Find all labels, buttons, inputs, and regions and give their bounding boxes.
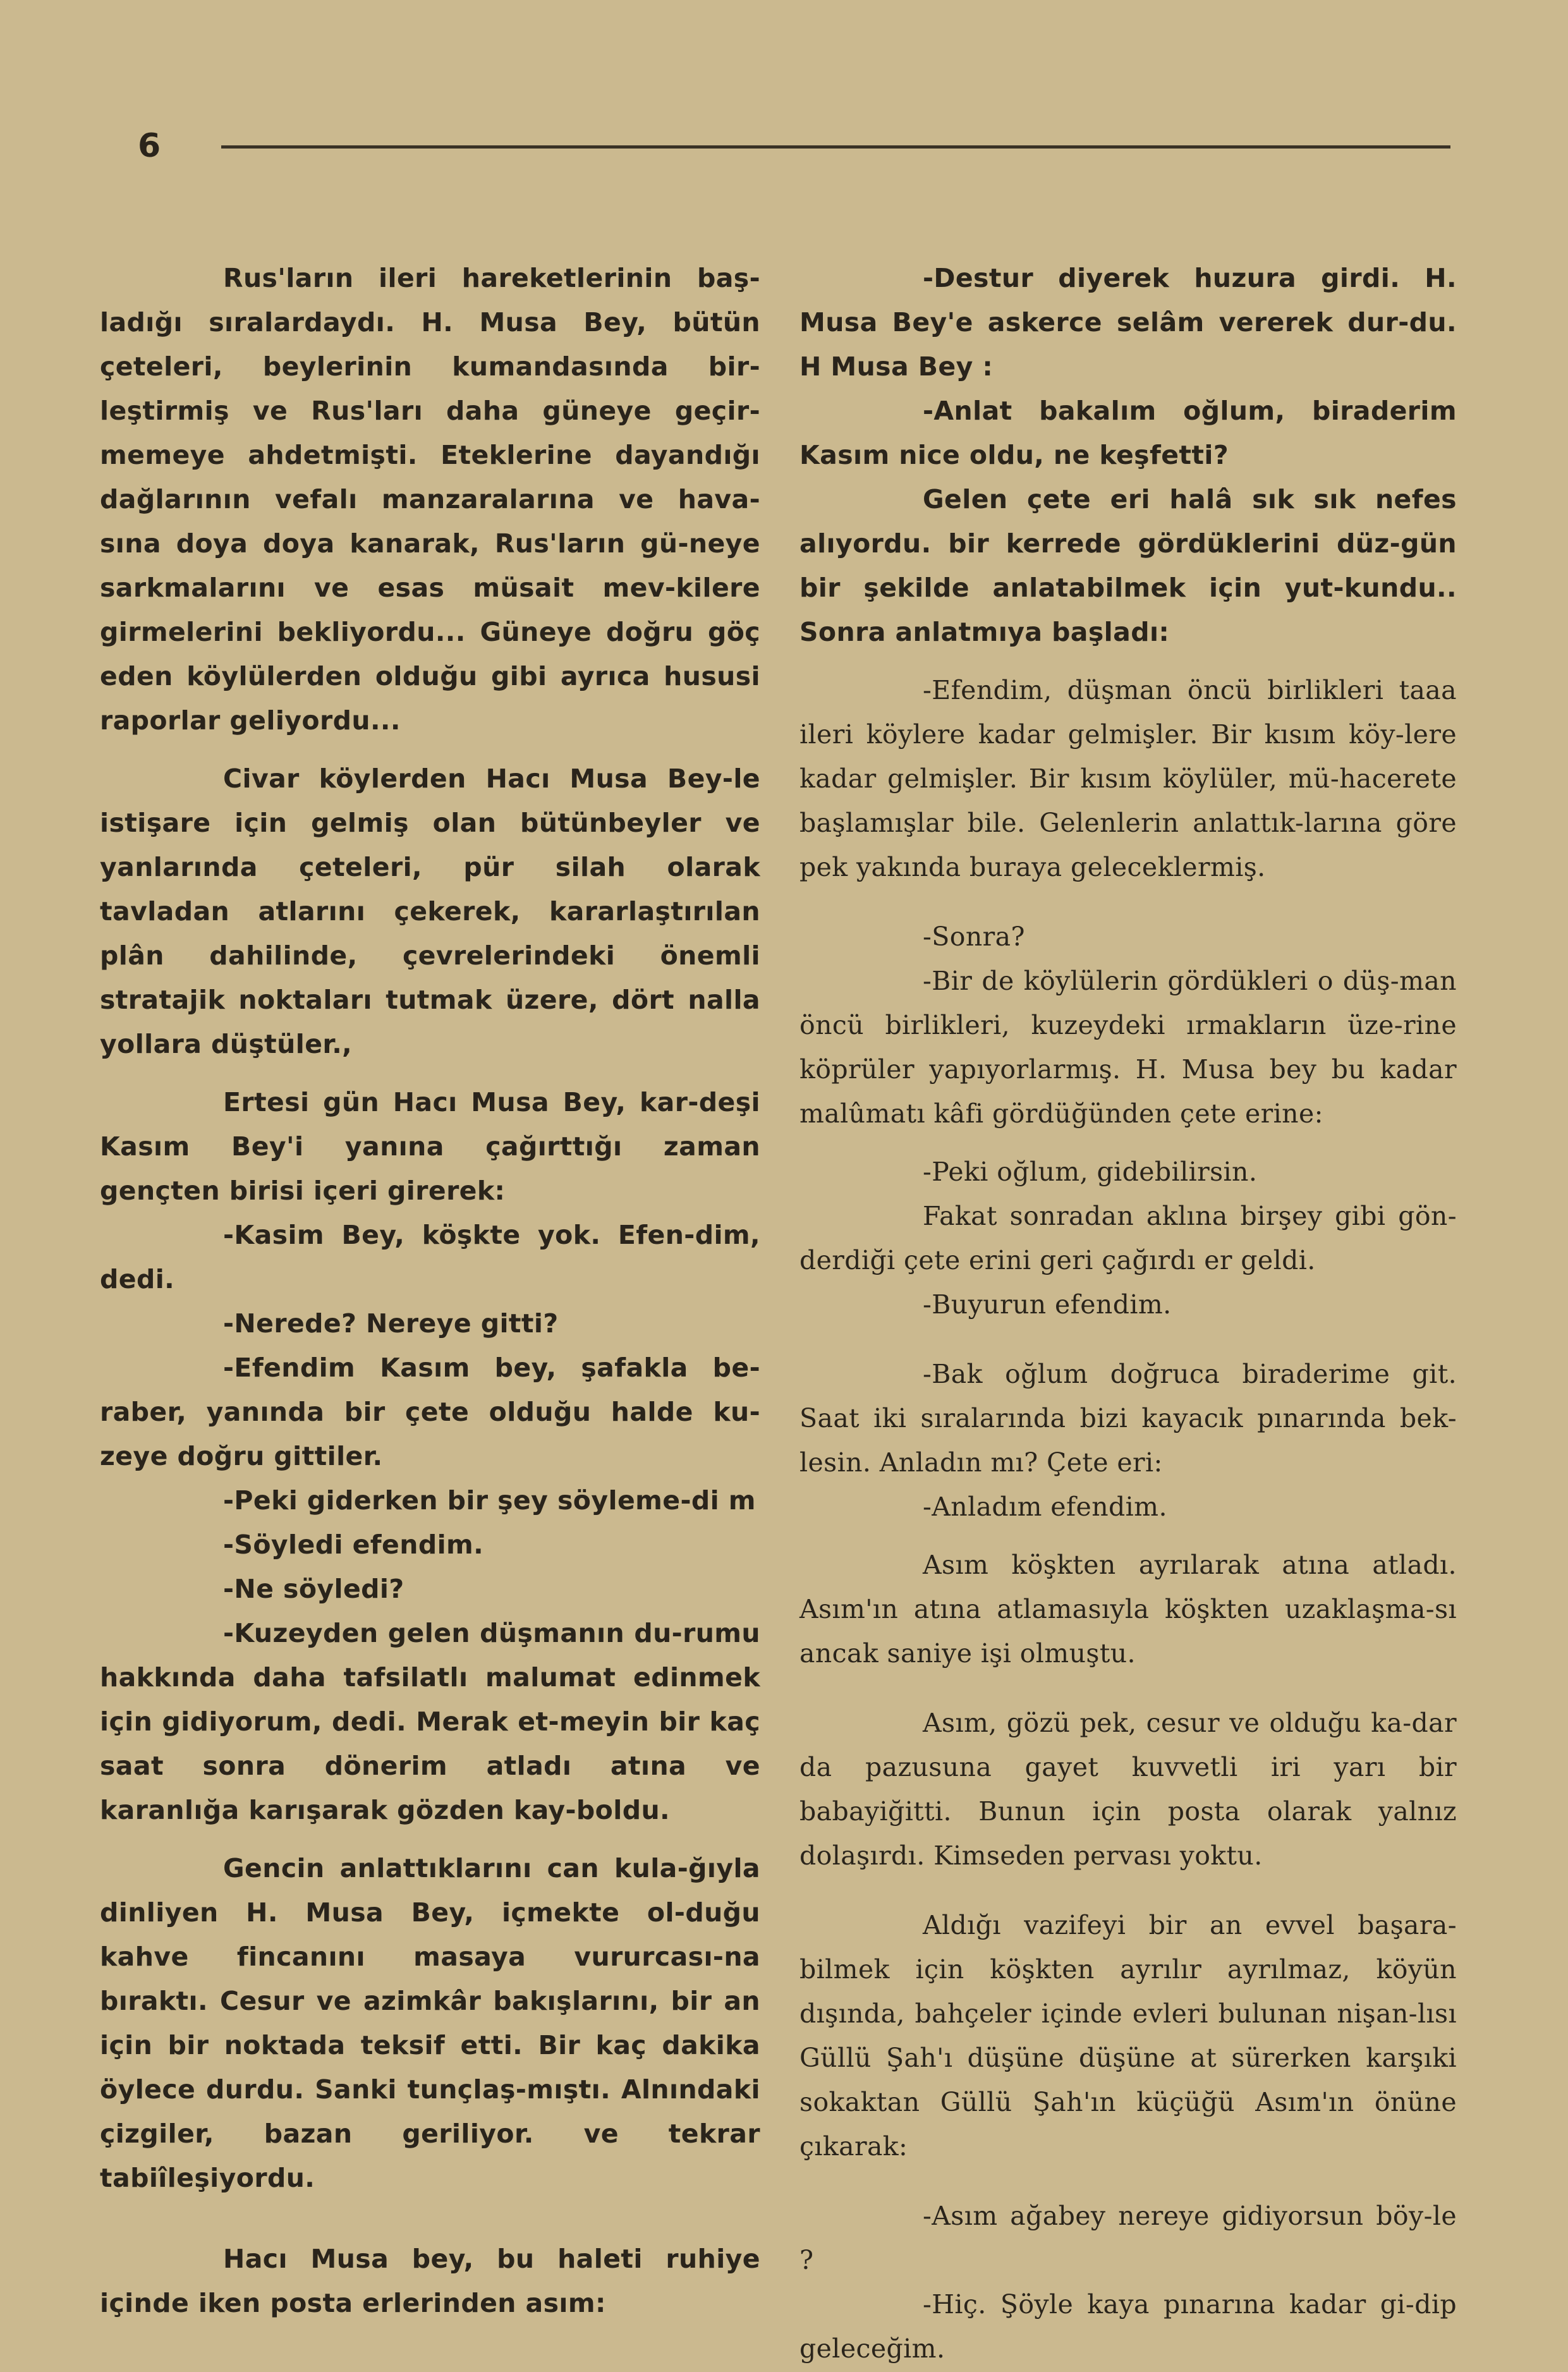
paragraph: -Ne söyledi? <box>223 1574 404 1604</box>
paragraph: -Efendim Kasım bey, şafakla be-raber, yanında bir çete olduğu halde ku-zeye doğru gittiler. <box>100 1353 760 1471</box>
paragraph: -Anladım efendim. <box>923 1492 1167 1522</box>
page-number: 6 <box>138 127 161 165</box>
left-column <box>100 256 760 2325</box>
paragraph: -Anlat bakalım oğlum, biraderim Kasım nice oldu, ne keşfetti? <box>799 396 1457 470</box>
paragraph: -Söyledi efendim. <box>223 1530 484 1560</box>
paragraph: Ertesi gün Hacı Musa Bey, kar-deşi Kasım Bey'i yanına çağırttığı zaman gençten birisi içeri girerek: <box>100 1087 760 1206</box>
paragraph: -Efendim, düşman öncü birlikleri taaa ileri köylere kadar gelmişler. Bir kısım köy-lere kadar gelmişler. Bir kısım köylüler, mü-hacerete başlamışlar bile. Gelenlerin anlattık-larına göre pek yakında buraya geleceklermiş. <box>799 675 1457 882</box>
paragraph: Fakat sonradan aklına birşey gibi gön-derdiği çete erini geri çağırdı er geldi. <box>799 1201 1457 1275</box>
paragraph: -Kuzeyden gelen düşmanın du-rumu hakkında daha tafsilatlı malumat edinmek için gidiyorum, dedi. Merak et-meyin bir kaç saat sonra dönerim atladı atına ve karanlığa karışarak gözden kay-boldu. <box>100 1618 760 1825</box>
paragraph: -Kasim Bey, köşkte yok. Efen-dim, dedi. <box>100 1220 760 1294</box>
paragraph: -Buyurun efendim. <box>923 1289 1172 1320</box>
paragraph: -Hiç. Şöyle kaya pınarına kadar gi-dip geleceğim. <box>799 2289 1457 2364</box>
paragraph: -Bir de köylülerin gördükleri o düş-man öncü birlikleri, kuzeydeki ırmakların üze-rine köprüler yapıyorlarmış. H. Musa bey bu kadar malûmatı kâfi gördüğünden çete erine: <box>799 966 1457 1129</box>
paragraph: -Sonra? <box>923 921 1025 952</box>
paragraph: Hacı Musa bey, bu haleti ruhiye içinde iken posta erlerinden asım: <box>100 2244 760 2318</box>
right-column <box>799 256 1457 2371</box>
paragraph: Asım, gözü pek, cesur ve olduğu ka-dar da pazusuna gayet kuvvetli iri yarı bir babayiğitti. Bunun için posta olarak yalnız dolaşırdı. Kimseden pervası yoktu. <box>799 1708 1457 1871</box>
header-rule <box>221 145 1450 149</box>
paragraph: Rus'ların ileri hareketlerinin baş-ladığı sıralardaydı. H. Musa Bey, bütün çeteleri, beylerinin kumandasında bir-leştirmiş ve Rus'ları daha güneye geçir-memeye ahdetmişti. Eteklerine dayandığı dağlarının vefalı manzaralarına ve hava-sına doya doya kanarak, Rus'ların gü-neye sarkmalarını ve esas müsait mev-kilere girmelerini bekliyordu... Güneye doğru göç eden köylülerden olduğu gibi ayrıca hususi raporlar geliyordu... <box>100 263 760 736</box>
paragraph: Gencin anlattıklarını can kula-ğıyla dinliyen H. Musa Bey, içmekte ol-duğu kahve fincanını masaya vururcası-na bıraktı. Cesur ve azimkâr bakışlarını, bir an için bir noktada teksif etti. Bir kaç dakika öylece durdu. Sanki tunçlaş-mıştı. Alnındaki çizgiler, bazan geriliyor. ve tekrar tabiîleşiyordu. <box>100 1853 760 2193</box>
paragraph: -Nerede? Nereye gitti? <box>223 1308 559 1339</box>
paragraph: -Bak oğlum doğruca biraderime git. Saat iki sıralarında bizi kayacık pınarında bek-lesin. Anladın mı? Çete eri: <box>799 1359 1457 1478</box>
paragraph: -Peki giderken bir şey söyleme-di m <box>223 1485 756 1516</box>
paragraph: -Asım ağabey nereye gidiyorsun böy-le ? <box>799 2201 1457 2275</box>
paragraph: Asım köşkten ayrılarak atına atladı. Asım'ın atına atlamasıyla köşkten uzaklaşma-sı ancak saniye işi olmuştu. <box>799 1550 1457 1669</box>
paragraph: -Peki oğlum, gidebilirsin. <box>923 1157 1258 1187</box>
paragraph: Aldığı vazifeyi bir an evvel başara-bilmek için köşkten ayrılır ayrılmaz, köyün dışında, bahçeler içinde evleri bulunan nişan-lısı Güllü Şah'ı düşüne düşüne at sürerken karşıki sokaktan Güllü Şah'ın küçüğü Asım'ın önüne çıkarak: <box>799 1910 1457 2162</box>
paragraph: Gelen çete eri halâ sık sık nefes alıyordu. bir kerrede gördüklerini düz-gün bir şekilde anlatabilmek için yut-kundu.. Sonra anlatmıya başladı: <box>799 484 1457 647</box>
paragraph: Civar köylerden Hacı Musa Bey-le istişare için gelmiş olan bütünbeyler ve yanlarında çeteleri, pür silah olarak tavladan atlarını çekerek, kararlaştırılan plân dahilinde, çevrelerindeki önemli stratajik noktaları tutmak üzere, dört nalla yollara düştüler., <box>100 763 760 1059</box>
paragraph: -Destur diyerek huzura girdi. H. Musa Bey'e askerce selâm vererek dur-du. H Musa Bey : <box>799 263 1457 382</box>
